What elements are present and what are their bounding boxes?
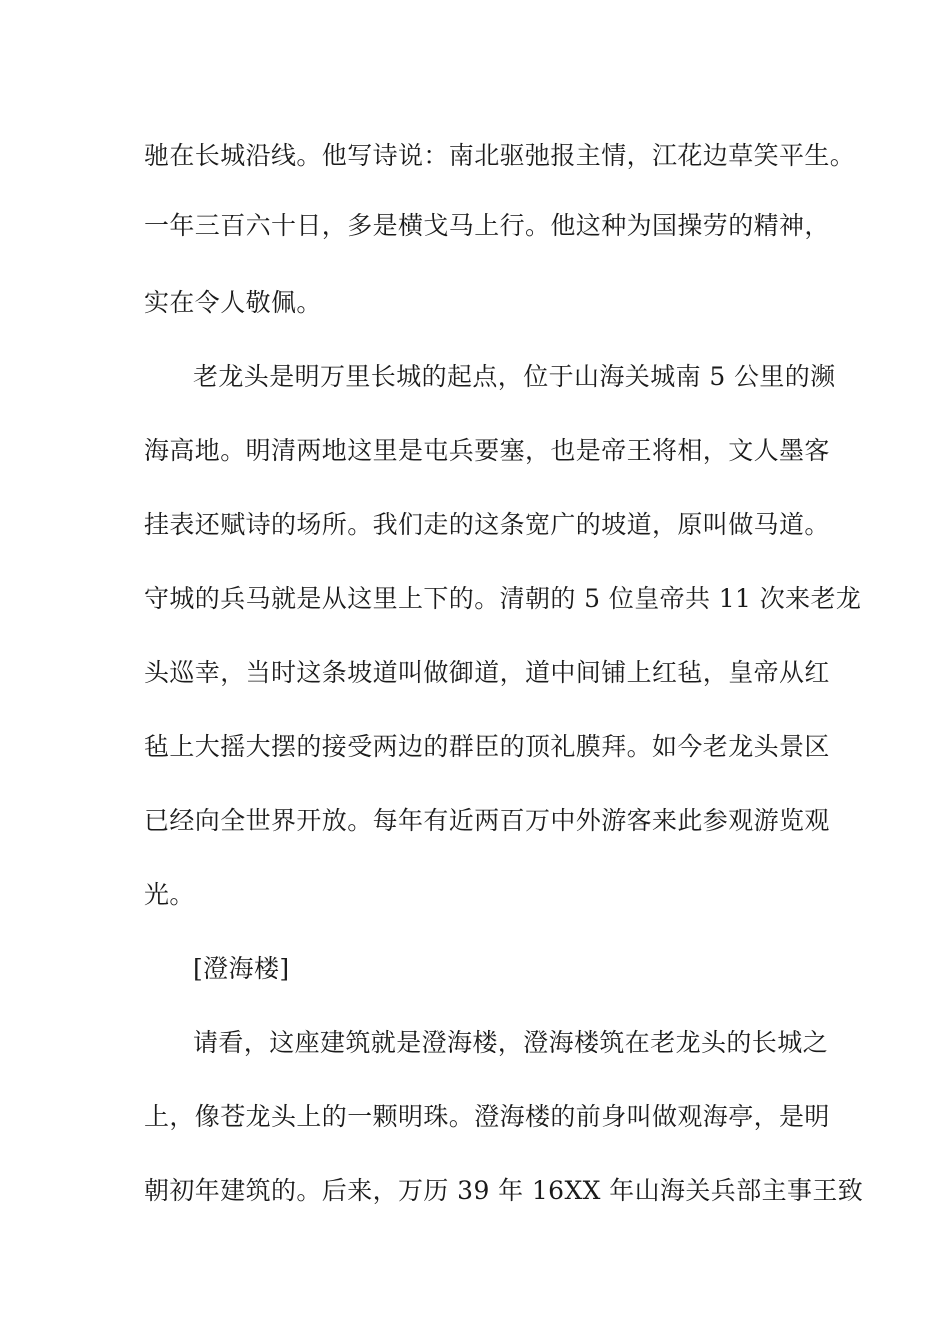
paragraph-start-line: 请看，这座建筑就是澄海楼，澄海楼筑在老龙头的长城之 <box>193 1028 829 1057</box>
text-line: 头巡幸，当时这条坡道叫做御道，道中间铺上红毡，皇帝从红 <box>144 658 830 687</box>
text-line: 海高地。明清两地这里是屯兵要塞，也是帝王将相，文人墨客 <box>144 436 830 465</box>
text-line: 实在令人敬佩。 <box>144 288 322 317</box>
text-line: 朝初年建筑的。后来，万历 39 年 16XX 年山海关兵部主事王致 <box>144 1176 864 1205</box>
text-line: 上，像苍龙头上的一颗明珠。澄海楼的前身叫做观海亭，是明 <box>144 1102 830 1131</box>
text-line: 守城的兵马就是从这里上下的。清朝的 5 位皇帝共 11 次来老龙 <box>144 584 862 613</box>
text-line: 驰在长城沿线。他写诗说：南北驱弛报主情，江花边草笑平生。 <box>144 141 856 170</box>
section-heading: [澄海楼] <box>193 954 290 983</box>
text-line: 毡上大摇大摆的接受两边的群臣的顶礼膜拜。如今老龙头景区 <box>144 732 830 761</box>
text-line: 一年三百六十日，多是横戈马上行。他这种为国操劳的精神， <box>144 211 830 240</box>
text-line: 已经向全世界开放。每年有近两百万中外游客来此参观游览观 <box>144 806 830 835</box>
text-line: 挂表还赋诗的场所。我们走的这条宽广的坡道，原叫做马道。 <box>144 510 830 539</box>
paragraph-start-line: 老龙头是明万里长城的起点，位于山海关城南 5 公里的濒 <box>193 362 836 391</box>
text-line: 光。 <box>144 880 195 909</box>
